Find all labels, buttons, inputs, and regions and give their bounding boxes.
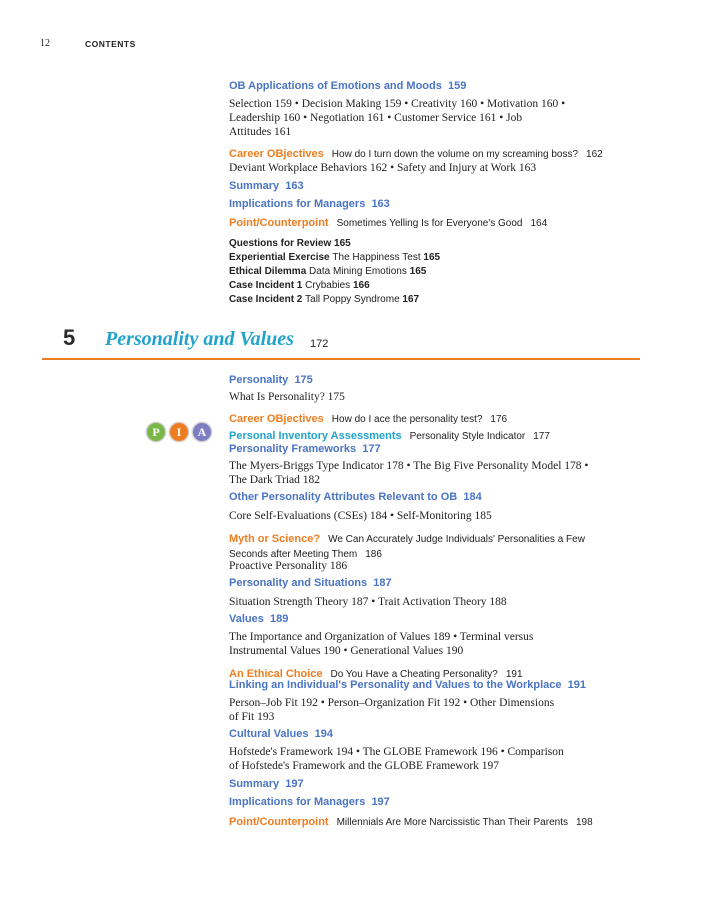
subtopic-line: of Fit 193	[229, 711, 275, 723]
end-matter-item[interactable]	[229, 266, 426, 277]
toc-heading-title: Implications for Managers	[229, 198, 366, 210]
toc-heading-title: OB Applications of Emotions and Moods	[229, 80, 442, 92]
subtopic-line: Hofstede's Framework 194 • The GLOBE Framework 196 • Comparison	[229, 746, 564, 758]
toc-heading-page: 187	[373, 577, 392, 589]
toc-heading-title: Values	[229, 613, 264, 625]
subtopic-line: Proactive Personality 186	[229, 560, 348, 572]
end-matter-page: 165	[423, 252, 441, 263]
toc-heading-page: 191	[567, 679, 586, 691]
end-matter-label: Questions for Review	[229, 238, 332, 249]
toc-heading-page: 175	[294, 374, 313, 386]
toc-subtopics-ob-applications	[229, 97, 565, 139]
end-matter-text: Crybabies	[305, 280, 351, 291]
feature-label: Point/Counterpoint	[229, 217, 329, 229]
toc-heading-implications[interactable]	[229, 198, 390, 210]
toc-heading-frameworks[interactable]	[229, 443, 381, 455]
toc-subtopics-linking	[229, 696, 554, 724]
feature-personal-inventory[interactable]	[229, 426, 550, 444]
end-matter-page: 167	[402, 294, 420, 305]
feature-label: Career OBjectives	[229, 413, 324, 425]
feature-page: 177	[533, 431, 550, 442]
toc-heading-page: 184	[463, 491, 482, 503]
end-matter-label: Case Incident 1	[229, 280, 303, 291]
toc-subtopics-frameworks	[229, 459, 588, 487]
toc-heading-page: 163	[371, 198, 390, 210]
subtopic-line: of Hofstede's Framework and the GLOBE Framework 197	[229, 760, 500, 772]
end-matter-label: Ethical Dilemma	[229, 266, 307, 277]
subtopic-line: Core Self-Evaluations (CSEs) 184 • Self-Monitoring 185	[229, 510, 492, 522]
toc-subtopics-personality	[229, 390, 345, 404]
toc-subtopics-cultural	[229, 745, 564, 773]
toc-subtopics-deviant	[229, 161, 536, 175]
feature-text: We Can Accurately Judge Individuals' Personalities a Few	[328, 534, 585, 545]
toc-heading-title: Personality	[229, 374, 289, 386]
toc-heading-situations[interactable]	[229, 577, 392, 589]
subtopic-line: What Is Personality? 175	[229, 391, 345, 403]
chapter-title[interactable]: Personality and Values	[105, 328, 294, 350]
end-matter-text: Tall Poppy Syndrome	[305, 294, 400, 305]
toc-subtopics-values	[229, 630, 533, 658]
subtopic-line: Situation Strength Theory 187 • Trait Activation Theory 188	[229, 596, 507, 608]
toc-heading-title: Summary	[229, 778, 280, 790]
toc-subtopics-situations	[229, 595, 507, 609]
chapter-page: 172	[310, 338, 329, 350]
feature-point-counterpoint-ch5[interactable]	[229, 812, 593, 830]
feature-text: Do You Have a Cheating Personality?	[330, 669, 498, 680]
feature-label: An Ethical Choice	[229, 668, 323, 680]
toc-heading-linking[interactable]	[229, 679, 586, 691]
end-matter-label: Case Incident 2	[229, 294, 303, 305]
toc-heading-title: Personality Frameworks	[229, 443, 357, 455]
feature-page: 186	[365, 549, 382, 560]
toc-heading-title: Linking an Individual's Personality and Values to the Workplace	[229, 679, 562, 691]
feature-text: How do I turn down the volume on my screaming boss?	[331, 149, 579, 160]
end-matter-item[interactable]	[229, 238, 351, 249]
toc-heading-personality[interactable]	[229, 374, 313, 386]
feature-text: Sometimes Yelling Is for Everyone's Good	[336, 218, 523, 229]
subtopic-line: Deviant Workplace Behaviors 162 • Safety and Injury at Work 163	[229, 162, 537, 174]
end-matter-page: 166	[352, 280, 370, 291]
toc-heading-values[interactable]	[229, 613, 288, 625]
subtopic-line: Person–Job Fit 192 • Person–Organization Fit 192 • Other Dimensions	[229, 697, 555, 709]
toc-heading-title: Cultural Values	[229, 728, 309, 740]
feature-page: 162	[586, 149, 603, 160]
toc-heading-other-attributes[interactable]	[229, 491, 482, 503]
running-header: CONTENTS	[85, 39, 136, 49]
toc-heading-page: 189	[269, 613, 289, 625]
end-matter-page: 165	[334, 238, 351, 249]
feature-text: Personality Style Indicator	[409, 431, 526, 442]
feature-page: 164	[530, 218, 548, 229]
feature-career-objectives[interactable]	[229, 144, 603, 162]
chapter-divider	[42, 358, 640, 360]
feature-label: Personal Inventory Assessments	[229, 430, 402, 442]
toc-heading-title: Personality and Situations	[229, 577, 368, 589]
pia-p-icon: P	[146, 422, 166, 442]
toc-heading-page: 197	[371, 796, 390, 808]
subtopic-line: Instrumental Values 190 • Generational Values 190	[229, 645, 464, 657]
toc-heading-page: 194	[314, 728, 333, 740]
feature-label: Point/Counterpoint	[229, 816, 329, 828]
toc-heading-page: 163	[285, 180, 304, 192]
toc-subtopics-proactive	[229, 559, 347, 573]
toc-heading-summary-ch5[interactable]	[229, 778, 304, 790]
chapter-number: 5	[63, 325, 76, 350]
end-matter-text: Data Mining Emotions	[309, 266, 407, 277]
end-matter-page: 165	[409, 266, 427, 277]
toc-heading-summary[interactable]	[229, 180, 304, 192]
feature-page: 191	[505, 669, 523, 680]
toc-heading-implications-ch5[interactable]	[229, 796, 390, 808]
feature-point-counterpoint[interactable]	[229, 213, 547, 231]
feature-career-objectives-ch5[interactable]	[229, 409, 507, 427]
feature-text: Seconds after Meeting Them	[229, 549, 358, 560]
subtopic-line: The Importance and Organization of Values 189 • Terminal versus	[229, 631, 534, 643]
end-matter-item[interactable]	[229, 280, 370, 291]
toc-heading-title: Implications for Managers	[229, 796, 366, 808]
subtopic-line: Leadership 160 • Negotiation 161 • Customer Service 161 • Job	[229, 112, 523, 124]
feature-text: Millennials Are More Narcissistic Than Their Parents	[336, 817, 568, 828]
pia-a-icon: A	[192, 422, 212, 442]
subtopic-line: The Myers-Briggs Type Indicator 178 • The Big Five Personality Model 178 •	[229, 460, 589, 472]
end-matter-label: Experiential Exercise	[229, 252, 330, 263]
toc-heading-page: 159	[448, 80, 467, 92]
pia-badge-icon	[146, 422, 218, 444]
feature-text: How do I ace the personality test?	[331, 414, 483, 425]
end-matter-item[interactable]	[229, 252, 440, 263]
page-number: 12	[40, 38, 50, 49]
toc-heading-title: Other Personality Attributes Relevant to OB	[229, 491, 458, 503]
pia-i-icon: I	[169, 422, 189, 442]
subtopic-line: Attitudes 161	[229, 126, 292, 138]
feature-page: 176	[490, 414, 508, 425]
toc-heading-title: Summary	[229, 180, 280, 192]
subtopic-line: Selection 159 • Decision Making 159 • Creativity 160 • Motivation 160 •	[229, 98, 566, 110]
end-matter-text: The Happiness Test	[332, 252, 421, 263]
feature-label: Myth or Science?	[229, 533, 321, 545]
toc-heading-page: 177	[362, 443, 381, 455]
toc-heading-cultural[interactable]	[229, 728, 333, 740]
end-matter-item[interactable]	[229, 294, 419, 305]
feature-label: Career OBjectives	[229, 148, 324, 160]
toc-heading-page: 197	[285, 778, 304, 790]
subtopic-line: The Dark Triad 182	[229, 474, 321, 486]
toc-subtopics-other-attributes	[229, 509, 492, 523]
feature-page: 198	[575, 817, 593, 828]
toc-heading-ob-applications[interactable]	[229, 80, 466, 92]
